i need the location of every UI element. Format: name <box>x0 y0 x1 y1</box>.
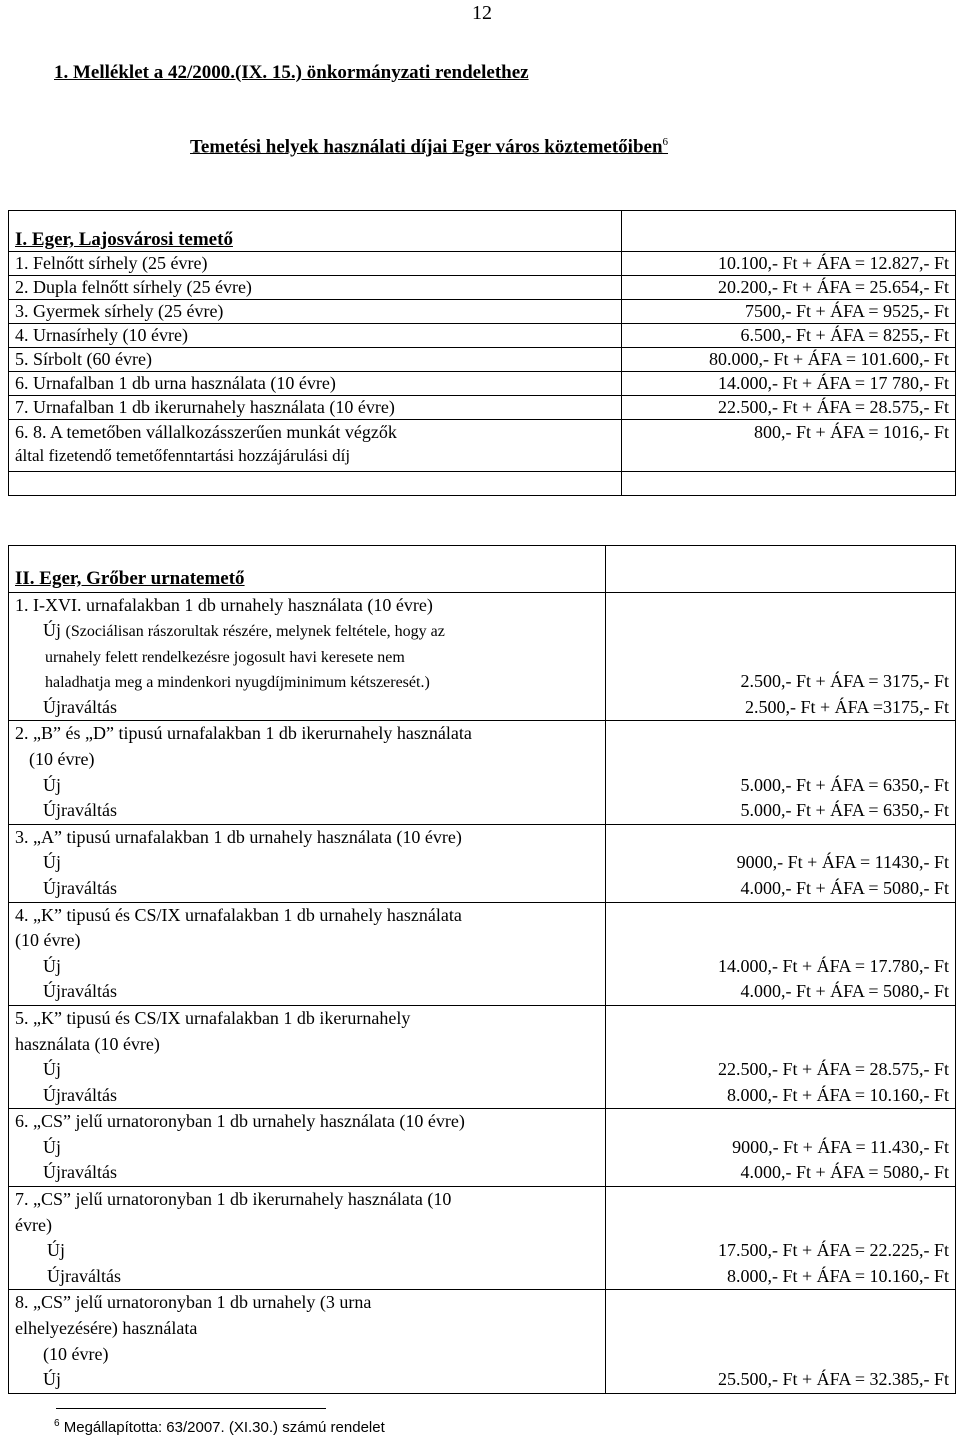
row-label: 7. Urnafalban 1 db ikerurnahely használata (10 évre) <box>9 396 622 420</box>
item6-price-ujra: 4.000,- Ft + ÁFA = 5080,- Ft <box>740 1162 949 1183</box>
table-row <box>9 348 956 372</box>
item1-uj-note <box>15 618 599 645</box>
table-row <box>9 276 956 300</box>
item3-uj-label: Új <box>43 852 61 873</box>
item6-price-cell <box>606 1109 956 1187</box>
section1-heading-cell <box>9 211 622 252</box>
page-number: 12 <box>472 2 492 24</box>
section2-heading-cell <box>9 546 606 593</box>
item1-title: 1. I-XVI. urnafalakban 1 db urnahely használata (10 évre) <box>15 594 433 615</box>
item2-title1: 2. „B” és „D” tipusú urnafalakban 1 db ikerurnahely használata <box>15 723 472 744</box>
footnote-divider <box>56 1408 326 1409</box>
section2-heading-price-cell <box>606 546 956 593</box>
item1-price-ujra: 2.500,- Ft + ÁFA =3175,- Ft <box>745 696 949 717</box>
item3-title1: 3. „A” tipusú urnafalakban 1 db urnahely használata (10 évre) <box>15 826 462 847</box>
item6-ujra-label: Újraváltás <box>43 1162 117 1183</box>
table-row <box>9 300 956 324</box>
item-row <box>9 1109 956 1187</box>
item4-title1: 4. „K” tipusú és CS/IX urnafalakban 1 db urnahely használata <box>15 904 462 925</box>
footnote <box>54 1418 385 1436</box>
item7-price-uj: 17.500,- Ft + ÁFA = 22.225,- Ft <box>718 1240 949 1261</box>
section1-heading: I. Eger, Lajosvárosi temető <box>15 229 233 250</box>
annex-title: 1. Melléklet a 42/2000.(IX. 15.) önkormányzati rendelethez <box>54 62 529 83</box>
section2-table <box>8 545 956 1394</box>
item8-price-uj: 25.500,- Ft + ÁFA = 32.385,- Ft <box>718 1369 949 1390</box>
item2-uj-label: Új <box>43 774 61 795</box>
row-price: 7500,- Ft + ÁFA = 9525,- Ft <box>622 300 956 324</box>
item3-price-ujra: 4.000,- Ft + ÁFA = 5080,- Ft <box>740 877 949 898</box>
item5-price-uj: 22.500,- Ft + ÁFA = 28.575,- Ft <box>718 1059 949 1080</box>
table-row <box>9 252 956 276</box>
table-row-empty <box>9 472 956 496</box>
item2-price-ujra: 5.000,- Ft + ÁFA = 6350,- Ft <box>740 800 949 821</box>
item2-price-uj: 5.000,- Ft + ÁFA = 6350,- Ft <box>740 774 949 795</box>
item5-uj-label: Új <box>43 1059 61 1080</box>
item6-cell <box>9 1109 606 1187</box>
row-label: 5. Sírbolt (60 évre) <box>9 348 622 372</box>
footnote-number: 6 <box>54 1418 60 1429</box>
row-price: 10.100,- Ft + ÁFA = 12.827,- Ft <box>622 252 956 276</box>
item3-cell <box>9 824 606 902</box>
item5-price-ujra: 8.000,- Ft + ÁFA = 10.160,- Ft <box>727 1084 949 1105</box>
item-row <box>9 721 956 824</box>
item2-ujra-label: Újraváltás <box>43 800 117 821</box>
item7-price-cell <box>606 1187 956 1290</box>
row8-line2: által fizetendő temetőfenntartási hozzájárulási díj <box>15 446 351 465</box>
section1-heading-price-cell <box>622 211 956 252</box>
table-row <box>9 420 956 472</box>
item6-uj-label: Új <box>43 1136 61 1157</box>
item8-cell <box>9 1290 606 1393</box>
item1-cell <box>9 592 606 721</box>
item4-uj-label: Új <box>43 955 61 976</box>
item7-cell <box>9 1187 606 1290</box>
item5-price-cell <box>606 1005 956 1108</box>
row-price: 20.200,- Ft + ÁFA = 25.654,- Ft <box>622 276 956 300</box>
row-label: 1. Felnőtt sírhely (25 évre) <box>9 252 622 276</box>
item7-title1: 7. „CS” jelű urnatoronyban 1 db ikerurnahely használata (10 <box>15 1189 452 1210</box>
row-price: 80.000,- Ft + ÁFA = 101.600,- Ft <box>622 348 956 372</box>
row-price: 14.000,- Ft + ÁFA = 17 780,- Ft <box>622 372 956 396</box>
table-row <box>9 396 956 420</box>
item7-ujra-label: Újraváltás <box>47 1265 121 1286</box>
section2-heading: II. Eger, Grőber urnatemető <box>15 568 245 589</box>
item1-uj-label: Új <box>43 620 61 641</box>
item8-title2: elhelyezésére) használata <box>15 1318 198 1339</box>
item4-price-cell <box>606 902 956 1005</box>
item8-title3: (10 évre) <box>43 1343 109 1364</box>
item4-ujra-label: Újraváltás <box>43 981 117 1002</box>
item5-title1: 5. „K” tipusú és CS/IX urnafalakban 1 db ikerurnahely <box>15 1007 411 1028</box>
empty-cell <box>622 472 956 496</box>
item4-cell <box>9 902 606 1005</box>
item8-price-cell <box>606 1290 956 1393</box>
item-row <box>9 824 956 902</box>
row-label: 4. Urnasírhely (10 évre) <box>9 324 622 348</box>
item6-title1: 6. „CS” jelű urnatoronyban 1 db urnahely használata (10 évre) <box>15 1111 465 1132</box>
empty-cell <box>9 472 622 496</box>
item-row <box>9 1187 956 1290</box>
document-title-text: Temetési helyek használati díjai Eger város köztemetőiben <box>190 136 663 158</box>
row-price: 800,- Ft + ÁFA = 1016,- Ft <box>622 420 956 472</box>
item1-price-uj: 2.500,- Ft + ÁFA = 3175,- Ft <box>740 671 949 692</box>
item1-note3: haladhatja meg a mindenkori nyugdíjminimum kétszeresét.) <box>45 673 430 691</box>
row-price: 22.500,- Ft + ÁFA = 28.575,- Ft <box>622 396 956 420</box>
item2-cell <box>9 721 606 824</box>
item-row <box>9 902 956 1005</box>
item1-note1: (Szociálisan rászorultak részére, melynek feltétele, hogy az <box>65 623 445 641</box>
item4-price-uj: 14.000,- Ft + ÁFA = 17.780,- Ft <box>718 955 949 976</box>
item-row <box>9 592 956 721</box>
row8-line1: 6. 8. A temetőben vállalkozásszerűen munkát végzők <box>15 422 397 442</box>
section1-table <box>8 210 956 496</box>
item7-title2: évre) <box>15 1214 52 1235</box>
row-label <box>9 420 622 472</box>
item3-price-uj: 9000,- Ft + ÁFA = 11430,- Ft <box>736 852 949 873</box>
item7-price-ujra: 8.000,- Ft + ÁFA = 10.160,- Ft <box>727 1265 949 1286</box>
item-row <box>9 1290 956 1393</box>
item4-title2: (10 évre) <box>15 930 81 951</box>
item3-ujra-label: Újraváltás <box>43 877 117 898</box>
row-label: 2. Dupla felnőtt sírhely (25 évre) <box>9 276 622 300</box>
item4-price-ujra: 4.000,- Ft + ÁFA = 5080,- Ft <box>740 981 949 1002</box>
item1-price-cell <box>606 592 956 721</box>
item7-uj-label: Új <box>47 1240 65 1261</box>
item2-title2: (10 évre) <box>29 748 95 769</box>
footnote-ref: 6 <box>662 136 669 148</box>
footnote-text: Megállapította: 63/2007. (XI.30.) számú rendelet <box>63 1419 385 1436</box>
table-row <box>9 324 956 348</box>
row-price: 6.500,- Ft + ÁFA = 8255,- Ft <box>622 324 956 348</box>
item5-title2: használata (10 évre) <box>15 1033 160 1054</box>
document-title <box>190 136 668 158</box>
table-row <box>9 372 956 396</box>
item6-price-uj: 9000,- Ft + ÁFA = 11.430,- Ft <box>732 1136 949 1157</box>
item8-uj-label: Új <box>43 1369 61 1390</box>
section2-heading-row <box>9 546 956 593</box>
item5-ujra-label: Újraváltás <box>43 1084 117 1105</box>
item1-note2: urnahely felett rendelkezésre jogosult havi keresete nem <box>45 648 405 666</box>
item8-title1: 8. „CS” jelű urnatoronyban 1 db urnahely (3 urna <box>15 1292 372 1313</box>
item5-cell <box>9 1005 606 1108</box>
row-label: 3. Gyermek sírhely (25 évre) <box>9 300 622 324</box>
item1-ujra-label: Újraváltás <box>43 696 117 717</box>
item-row <box>9 1005 956 1108</box>
item2-price-cell <box>606 721 956 824</box>
row-label: 6. Urnafalban 1 db urna használata (10 évre) <box>9 372 622 396</box>
item3-price-cell <box>606 824 956 902</box>
